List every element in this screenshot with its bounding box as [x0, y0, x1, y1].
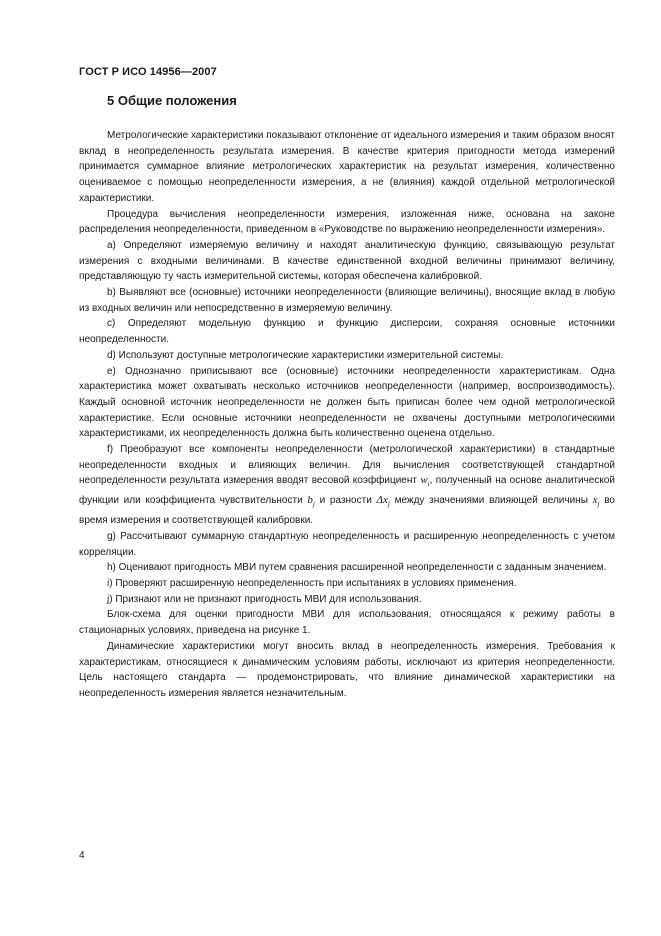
symbol-b: $b_j$ [307, 494, 315, 509]
text-run: , полученный на основе аналитической функции или коэффициента чувствительности [79, 475, 615, 507]
body-text [79, 128, 615, 702]
list-item: c) Определяют модельную функцию и функцию дисперсии, сохраняя основные источники неопределенности. [79, 318, 615, 346]
document-header: ГОСТ Р ИСО 14956—2007 [79, 66, 217, 78]
symbol-w: $w_i$ [420, 474, 430, 489]
list-item: h) Оценивают пригодность МВИ путем сравнения расширенной неопределенности с заданным значением. [107, 562, 607, 574]
list-item: j) Признают или не признают пригодность МВИ для использования. [107, 593, 422, 605]
list-item: b) Выявляют все (основные) источники неопределенности (влияющие величины), вносящие вклад в любую из входных величин или непосредственно в измеряемую величину. [79, 287, 615, 314]
list-item: i) Проверяют расширенную неопределенность при испытаниях в условиях применения. [107, 578, 517, 590]
list-item: a) Определяют измеряемую величину и находят аналитическую функцию, связывающую результат измерения с входными величинами. В качестве единственной входной величины принимают величину, представляющую ту часть измерительной системы, которая обеспечена калибровкой. [79, 239, 615, 283]
symbol-x: $x_j$ [592, 494, 600, 509]
paragraph: Процедура вычисления неопределенности измерения, изложенная ниже, основана на законе распределения неопределенности, приведенном в «Руководстве по выражению неопределенности измерения». [79, 208, 615, 236]
page-number: 4 [79, 850, 85, 861]
paragraph: Метрологические характеристики показывают отклонение от идеального измерения и таким образом вносят вклад в неопределенность результата измерения. В качестве критерия пригодности метода измерений принимается суммарное влияние метрологических характеристик на результат измерения, количественно оцениваемое с помощью неопределенности измерения, а не (влияния) каждой отдельной метрологической характеристики. [79, 130, 615, 204]
list-item: d) Используют доступные метрологические характеристики измерительной системы. [107, 349, 504, 361]
paragraph: Динамические характеристики могут вносить вклад в неопределенность измерения. Требования к характеристикам, относящиеся к динамическим условиям работы, исключают из критерия неопределенности. Цель настоящего стандарта — продемонстрировать, что влияние динамической характеристики на неопределенность измерения является незначительным. [79, 640, 615, 699]
text-run: f) Преобразуют все компоненты неопределенности (метрологической характеристики) в стандартные неопределенности входных и влияющих величин. Для вычисления соответствующей стандартной неопределенности результата измерения вводят весовой коэффициент [79, 444, 615, 487]
list-item: g) Рассчитывают суммарную стандартную неопределенность и расширенную неопределенность с учетом корреляции. [79, 530, 615, 558]
list-item [79, 442, 615, 529]
text-run: и разности [314, 495, 377, 507]
list-item: e) Однозначно приписывают все (основные) источники неопределенности характеристикам. Одна характеристика может охватывать несколько источников неопределенности (например, воспроизводимость). Каждый основной источник неопределенности не должен быть приписан более чем одной метрологической характеристике. Если основные источники неопределенности не охвачены доступными метрологическими характеристиками, их неопределенность должна быть количественно оценена отдельно. [79, 365, 615, 440]
text-run: во время измерения и соответствующей калибровки. [79, 495, 615, 527]
text-run: между значениями влияющей величины [389, 495, 593, 507]
paragraph: Блок-схема для оценки пригодности МВИ для использования, относящаяся к режиму работы в стационарных условиях, приведена на рисунке 1. [79, 609, 615, 637]
section-title: 5 Общие положения [107, 93, 237, 108]
symbol-delta-x: $\Delta x_j$ [376, 494, 390, 509]
